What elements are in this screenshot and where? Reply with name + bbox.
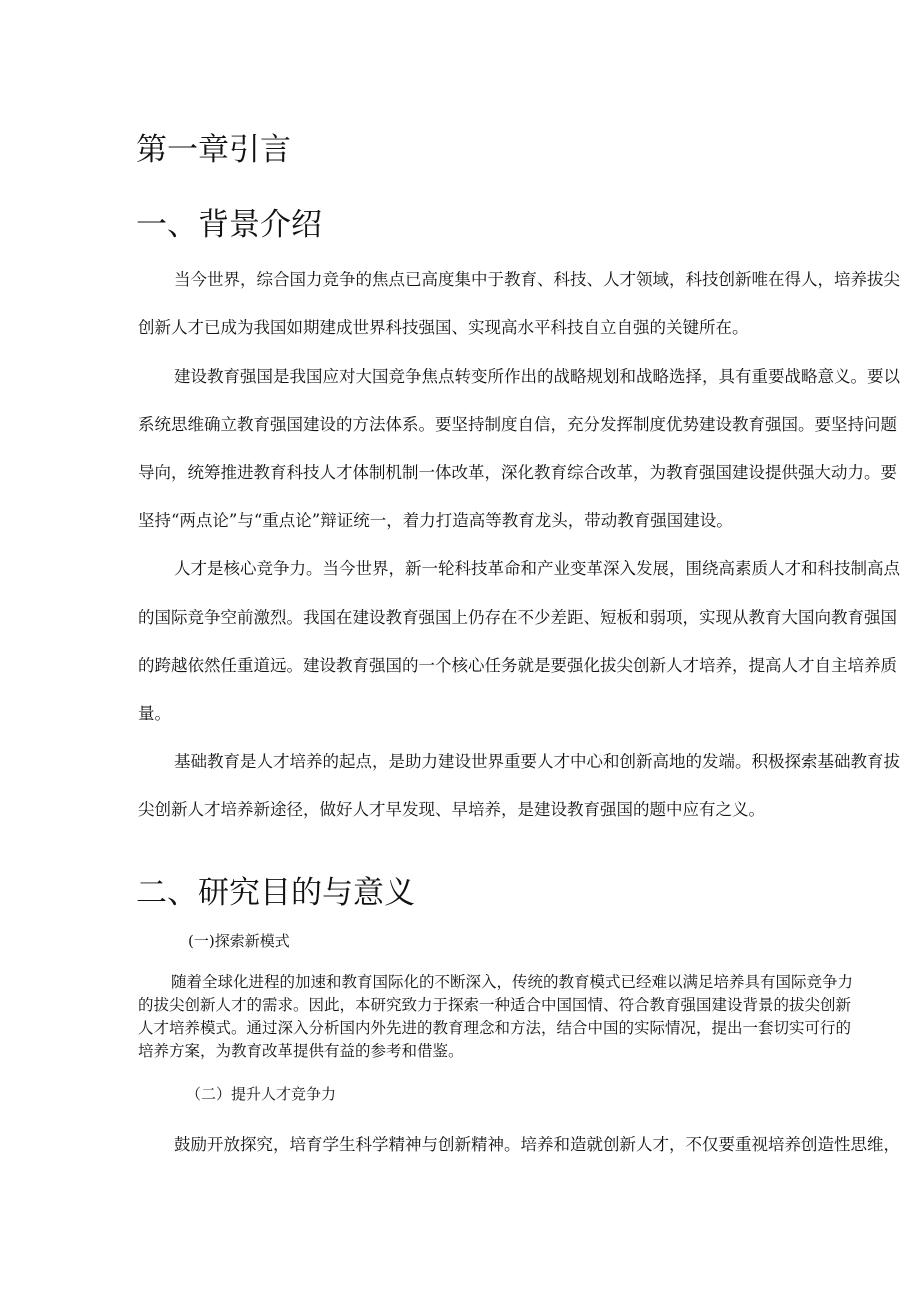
paragraph-line: 培养方案，为教育改革提供有益的参考和借鉴。 — [138, 1042, 464, 1060]
paragraph-line: 随着全球化进程的加速和教育国际化的不断深入，传统的教育模式已经难以满足培养具有国际竞争力 — [171, 973, 854, 991]
paragraph-line: 坚持“两点论”与“重点论”辩证统一，着力打造高等教育龙头，带动教育强国建设。 — [138, 511, 733, 530]
paragraph-line: 创新人才已成为我国如期建成世界科技强国、实现高水平科技自立自强的关键所在。 — [138, 318, 749, 337]
subsection-heading-new-model: (一)探索新模式 — [188, 932, 290, 950]
subsection-heading-competitiveness: （二）提升人才竞争力 — [186, 1085, 337, 1103]
paragraph-line: 人才是核心竞争力。当今世界，新一轮科技革命和产业变革深入发展，围绕高素质人才和科技制高点 — [174, 559, 900, 578]
chapter-title: 第一章引言 — [136, 132, 291, 168]
paragraph-line: 的跨越依然任重道远。建设教育强国的一个核心任务就是要强化拔尖创新人才培养，提高人才自主培养质 — [138, 656, 897, 675]
paragraph-line: 当今世界，综合国力竞争的焦点已高度集中于教育、科技、人才领域，科技创新唯在得人，培养拔尖 — [174, 270, 900, 289]
paragraph-line: 的拔尖创新人才的需求。因此，本研究致力于探索一种适合中国国情、符合教育强国建设背景的拔尖创新 — [138, 996, 852, 1014]
paragraph-line: 量。 — [138, 704, 171, 723]
paragraph-line: 系统思维确立教育强国建设的方法体系。要坚持制度自信，充分发挥制度优势建设教育强国。要坚持问题 — [138, 415, 897, 434]
paragraph-line: 导向，统筹推进教育科技人才体制机制一体改革，深化教育综合改革，为教育强国建设提供强大动力。要 — [138, 463, 897, 482]
paragraph-line: 人才培养模式。通过深入分析国内外先进的教育理念和方法，结合中国的实际情况，提出一套切实可行的 — [138, 1019, 852, 1037]
section-heading-background: 一、背景介绍 — [136, 207, 322, 243]
paragraph-line: 的国际竞争空前激烈。我国在建设教育强国上仍存在不少差距、短板和弱项，实现从教育大国向教育强国 — [138, 608, 897, 627]
paragraph-line: 基础教育是人才培养的起点，是助力建设世界重要人才中心和创新高地的发端。积极探索基础教育拔 — [174, 752, 900, 771]
paragraph-line: 尖创新人才培养新途径，做好人才早发现、早培养，是建设教育强国的题中应有之义。 — [138, 800, 765, 819]
section-heading-purpose: 二、研究目的与意义 — [136, 875, 415, 911]
paragraph-line: 鼓励开放探究，培育学生科学精神与创新精神。培养和造就创新人才，不仅要重视培养创造性思维， — [174, 1135, 900, 1154]
paragraph-line: 建设教育强国是我国应对大国竞争焦点转变所作出的战略规划和战略选择，具有重要战略意义。要以 — [174, 367, 900, 386]
